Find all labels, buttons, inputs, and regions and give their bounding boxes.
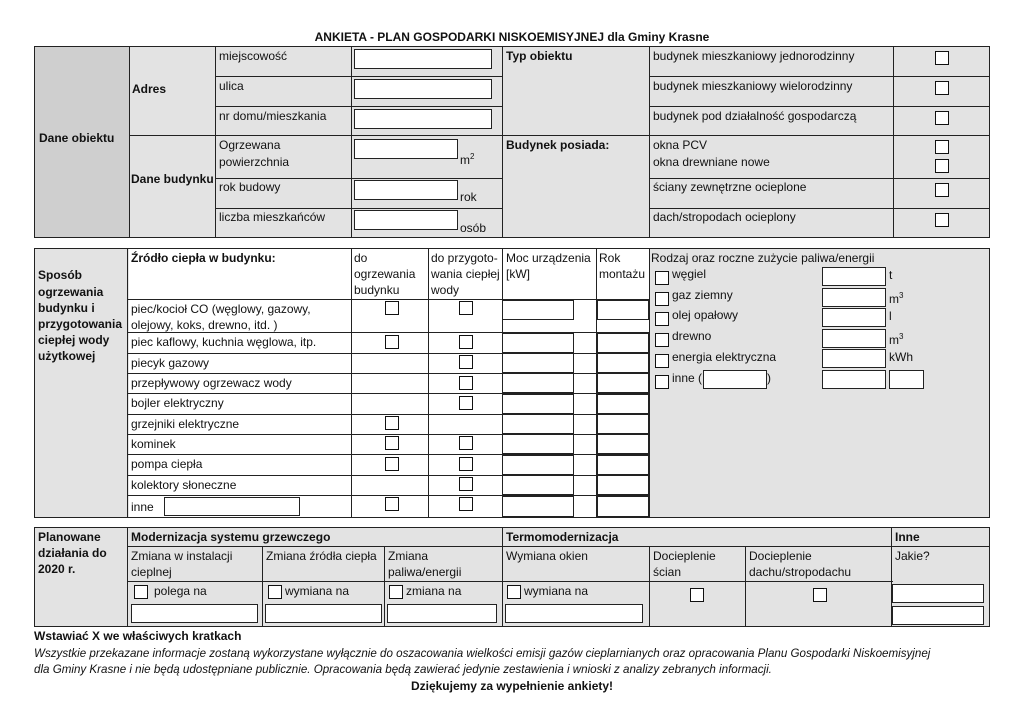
header-do-ogrz-2: ogrzewania [354,267,416,281]
fuel-gaz: gaz ziemny [672,288,733,302]
label-planowane-3: 2020 r. [38,562,76,576]
label-sposob-1: Sposób [38,268,82,282]
fuel-inne-input[interactable] [822,370,886,389]
unit-osob: osób [460,221,487,235]
checkbox-zmiana-zrodla[interactable] [268,585,282,599]
unit-l: l [889,309,892,323]
miejscowosc-input[interactable] [354,49,492,69]
fuel-drewno: drewno [672,329,712,343]
nr-domu-input[interactable] [354,109,492,129]
typ-dzialalnosc: budynek pod działalność gospodarczą [653,109,857,123]
label-sposob-5: ciepłej wody [38,333,110,347]
header-modernizacja: Modernizacja systemu grzewczego [131,530,331,544]
checkbox-cwu-inne[interactable] [459,497,473,511]
zmiana-paliwa-1: Zmiana [388,549,429,563]
checkbox-sciany[interactable] [935,183,949,197]
okna-drewniane: okna drewniane nowe [653,155,770,169]
polega-na: polega na [154,584,207,598]
label-budynek-posiada: Budynek posiada: [506,138,610,152]
checkbox-ogrz-piec-kaflowy[interactable] [385,335,399,349]
fuel-drewno-input[interactable] [822,329,886,348]
label-miejscowosc: miejscowość [219,49,288,63]
footer-note-1: Wszystkie przekazane informacje zostaną wykorzystane wyłącznie do oszacowania wielkości emisji gazów cieplarnianych oraz opracowania Planu Gospodarki Niskoemisyjnej [34,647,931,660]
checkbox-cwu-piec-kaflowy[interactable] [459,335,473,349]
label-powierzchnia: powierzchnia [219,155,290,169]
label-dane-obiektu: Dane obiektu [39,131,115,145]
jakie: Jakie? [895,549,930,563]
checkbox-okna-pcv[interactable] [935,140,949,154]
label-rok-budowy: rok budowy [219,180,281,194]
checkbox-cwu-piec-co[interactable] [459,301,473,315]
checkbox-ogrz-grzejniki[interactable] [385,416,399,430]
checkbox-fuel-drewno[interactable] [655,333,669,347]
moc-input[interactable] [502,394,574,414]
label-planowane-2: działania do [38,546,107,560]
fuel-gaz-input[interactable] [822,288,886,307]
source-przeplywowy: przepływowy ogrzewacz wody [131,376,292,390]
unit-m3-gaz: $m^3$ [889,291,904,306]
rok-montazu-input[interactable] [597,496,649,517]
okna-pcv: okna PCV [653,138,708,152]
rok-budowy-input[interactable] [354,180,458,200]
page-title: ANKIETA - PLAN GOSPODARKI NISKOEMISYJNEJ dla Gminy Krasne [314,30,710,44]
ulica-input[interactable] [354,79,492,99]
zmiana-na: zmiana na [406,584,462,598]
rok-montazu-input[interactable] [597,333,649,353]
header-do-przyg-1: do przygoto- [431,251,498,265]
label-adres: Adres [132,82,167,96]
zmiana-instalacji-input[interactable] [131,604,258,623]
fuel-olej: olej opałowy [672,308,739,322]
moc-input[interactable] [502,373,574,393]
moc-input[interactable] [502,353,574,373]
source-piec-co-2: olejowy, koks, drewno, itd. ) [131,318,278,332]
source-kominek: kominek [131,437,176,451]
footer-thanks: Dziękujemy za wypełnienie ankiety! [410,679,614,693]
checkbox-zmiana-paliwa[interactable] [389,585,403,599]
label-ogrzewana: Ogrzewana [219,138,281,152]
footer-instruction: Wstawiać X we właściwych kratkach [34,629,242,643]
moc-input[interactable] [502,333,574,353]
fuel-wegiel: węgiel [672,267,707,281]
checkbox-fuel-inne[interactable] [655,375,669,389]
checkbox-cwu-piecyk[interactable] [459,355,473,369]
wymiana-okien-input[interactable] [505,604,643,623]
header-inne: Inne [895,530,920,544]
header-do-ogrz-1: do [354,251,368,265]
checkbox-fuel-gaz[interactable] [655,292,669,306]
header-rok-1: Rok [599,251,621,265]
label-sposob-6: użytkowej [38,349,96,363]
checkbox-fuel-olej[interactable] [655,312,669,326]
moc-input[interactable] [502,455,574,475]
checkbox-ogrz-inne[interactable] [385,497,399,511]
checkbox-fuel-energia[interactable] [655,354,669,368]
moc-input[interactable] [502,300,574,320]
fuel-wegiel-input[interactable] [822,267,886,286]
wymiana-okien: Wymiana okien [506,549,588,563]
fuel-inne-name-input[interactable] [703,370,767,389]
header-do-przyg-2: wania ciepłej [431,267,500,281]
source-grzejniki: grzejniki elektryczne [131,417,240,431]
header-moc-1: Moc urządzenia [506,251,591,265]
fuel-energia: energia elektryczna [672,350,777,364]
zmiana-instalacji-1: Zmiana w instalacji [131,549,233,563]
source-piecyk-gazowy: piecyk gazowy [131,356,210,370]
rok-montazu-input[interactable] [597,475,649,495]
zmiana-instalacji-2: cieplnej [131,565,172,579]
header-rok-2: montażu [599,267,646,281]
moc-input[interactable] [502,414,574,434]
source-piec-kaflowy: piec kaflowy, kuchnia węglowa, itp. [131,335,317,349]
docieplenie-scian-1: Docieplenie [653,549,716,563]
unit-t: t [889,268,893,282]
checkbox-ogrz-piec-co[interactable] [385,301,399,315]
rok-montazu-input[interactable] [597,414,649,434]
fuel-inne: inne ( [672,371,703,385]
moc-input[interactable] [502,434,574,454]
label-sposob-2: ogrzewania [38,285,104,299]
zmiana-paliwa-input[interactable] [387,604,497,623]
checkbox-cwu-pompa[interactable] [459,457,473,471]
header-zrodlo: Źródło ciepła w budynku: [131,251,276,265]
rok-montazu-input[interactable] [597,394,649,414]
dach-ocieplony: dach/stropodach ocieplony [653,210,796,224]
checkbox-ogrz-pompa[interactable] [385,457,399,471]
source-bojler: bojler elektryczny [131,396,224,410]
inne-input-2[interactable] [892,606,984,625]
mieszkancy-input[interactable] [354,210,458,230]
checkbox-zmiana-instalacji[interactable] [134,585,148,599]
label-liczba-mieszkancow: liczba mieszkańców [219,210,326,224]
docieplenie-dachu-1: Docieplenie [749,549,812,563]
source-kolektory: kolektory słoneczne [131,478,237,492]
moc-input[interactable] [502,496,574,517]
checkbox-wielorodzinny[interactable] [935,81,949,95]
header-do-ogrz-3: budynku [354,283,400,297]
docieplenie-dachu-2: dachu/stropodachu [749,565,852,579]
source-inne: inne [131,500,154,514]
wymiana-na: wymiana na [285,584,350,598]
powierzchnia-input[interactable] [354,139,458,159]
label-sposob-3: budynku i [38,301,95,315]
checkbox-docieplenie-dachu[interactable] [813,588,827,602]
checkbox-dach[interactable] [935,213,949,227]
docieplenie-scian-2: ścian [653,565,682,579]
fuel-olej-input[interactable] [822,308,886,327]
unit-m3-drewno: $m^3$ [889,332,904,347]
checkbox-ogrz-kominek[interactable] [385,436,399,450]
header-rodzaj: Rodzaj oraz roczne zużycie paliwa/energii [651,251,875,265]
label-planowane-1: Planowane [38,530,101,544]
wymiana-okien-na: wymiana na [524,584,589,598]
zmiana-zrodla-input[interactable] [265,604,382,623]
typ-wielorodzinny: budynek mieszkaniowy wielorodzinny [653,79,853,93]
label-typ-obiektu: Typ obiektu [506,49,573,63]
fuel-energia-input[interactable] [822,349,886,368]
source-inne-input[interactable] [164,497,300,516]
sciany-ocieplone: ściany zewnętrzne ocieplone [653,180,807,194]
source-piec-co-1: piec/kocioł CO (węglowy, gazowy, [131,302,311,316]
zmiana-paliwa-2: paliwa/energii [388,565,462,579]
inne-input-1[interactable] [892,584,984,603]
fuel-inne-paren: ) [767,371,771,385]
rok-montazu-input[interactable] [597,373,649,393]
checkbox-jednorodzinny[interactable] [935,51,949,65]
header-termomodernizacja: Termomodernizacja [506,530,619,544]
label-ulica: ulica [219,79,244,93]
moc-input[interactable] [502,475,574,495]
header-do-przyg-3: wody [431,283,460,297]
checkbox-cwu-kominek[interactable] [459,436,473,450]
label-dane-budynku: Dane budynku [131,172,214,186]
header-moc-2: [kW] [506,267,530,281]
unit-m2: $m^2$ [460,152,475,167]
unit-rok: rok [460,190,477,204]
checkbox-cwu-kolektory[interactable] [459,477,473,491]
checkbox-fuel-wegiel[interactable] [655,271,669,285]
footer-note-2: dla Gminy Krasne i nie będą udostępniane publicznie. Opracowania będą zawierać jedynie zestawienia i wnioski z analizy zebranych informacji. [34,663,772,676]
typ-jednorodzinny: budynek mieszkaniowy jednorodzinny [653,49,855,63]
checkbox-wymiana-okien[interactable] [507,585,521,599]
checkbox-docieplenie-scian[interactable] [690,588,704,602]
unit-kwh: kWh [889,350,913,364]
fuel-inne-unit-input[interactable] [889,370,924,389]
rok-montazu-input[interactable] [597,434,649,454]
checkbox-cwu-przeplywowy[interactable] [459,376,473,390]
rok-montazu-input[interactable] [597,455,649,475]
checkbox-okna-drewniane[interactable] [935,159,949,173]
rok-montazu-input[interactable] [597,300,649,320]
zmiana-zrodla: Zmiana źródła ciepła [266,549,377,563]
label-nr-domu: nr domu/mieszkania [219,109,327,123]
label-sposob-4: przygotowania [38,317,123,331]
checkbox-dzialalnosc[interactable] [935,111,949,125]
source-pompa: pompa ciepła [131,457,203,471]
rok-montazu-input[interactable] [597,353,649,373]
checkbox-cwu-bojler[interactable] [459,396,473,410]
